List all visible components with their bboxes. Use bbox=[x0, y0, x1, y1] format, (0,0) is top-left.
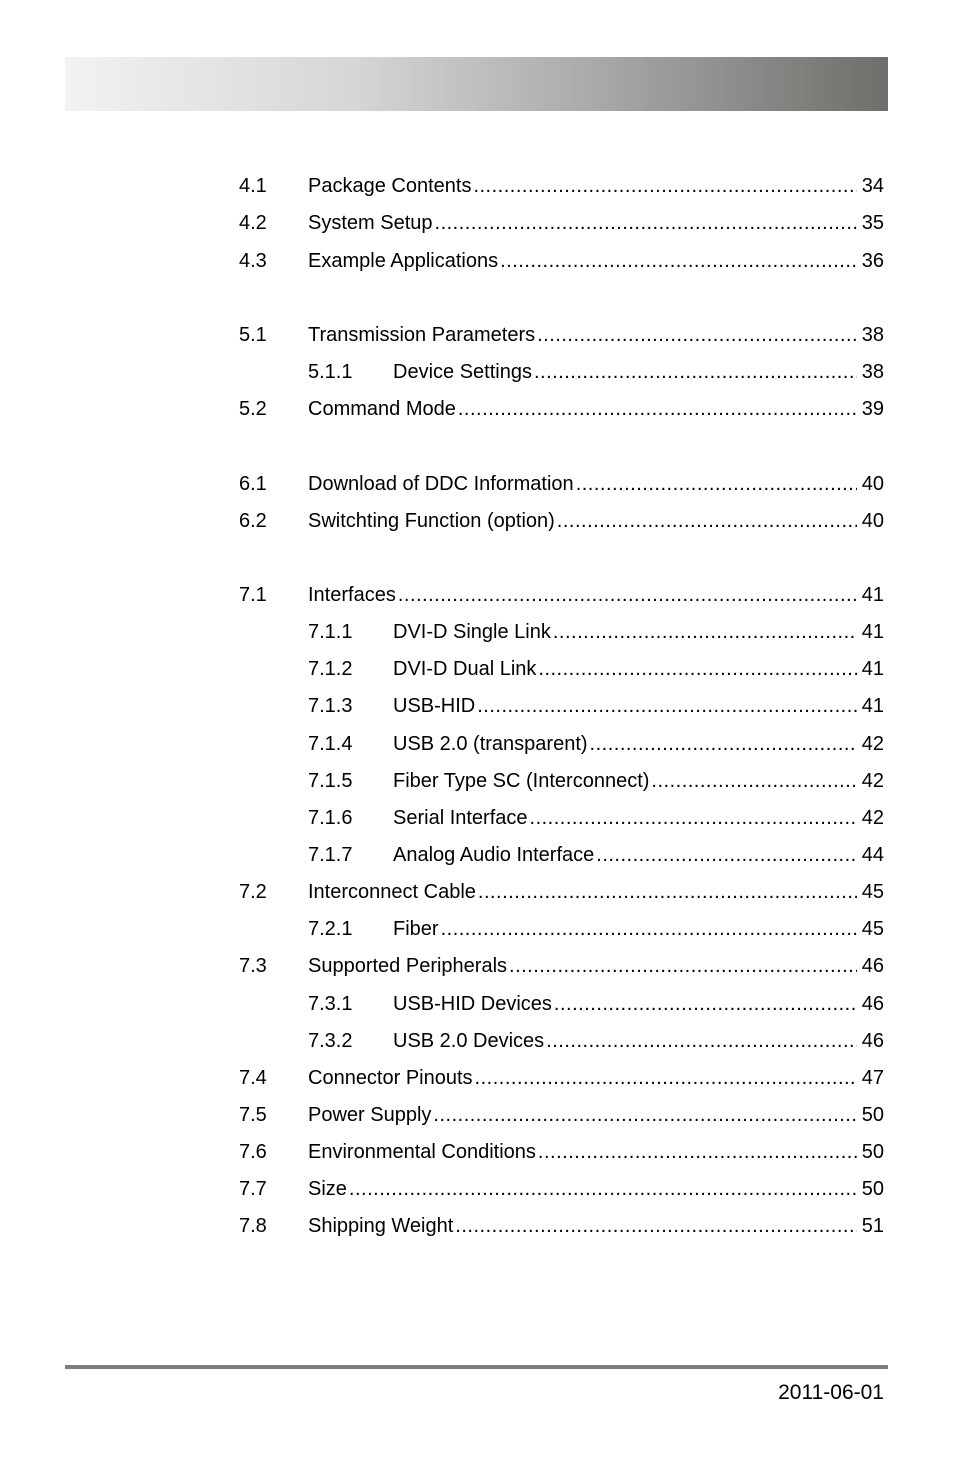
toc-entry-page-number: 45 bbox=[861, 918, 884, 940]
toc-entry-title: Fiber bbox=[393, 918, 439, 940]
toc-entry-number: 6.2 bbox=[239, 510, 267, 532]
toc-entry-number: 4.1 bbox=[239, 175, 267, 197]
toc-entry-line bbox=[393, 990, 884, 1018]
toc-entry-number: 7.1.6 bbox=[308, 807, 353, 829]
toc-entry-number: 5.1.1 bbox=[308, 361, 353, 383]
dot-leader bbox=[553, 618, 857, 646]
toc-entry-line bbox=[308, 1212, 884, 1240]
dot-leader bbox=[349, 1175, 857, 1203]
dot-leader bbox=[477, 692, 857, 720]
toc-entry[interactable] bbox=[0, 692, 954, 720]
toc-entry-number: 4.2 bbox=[239, 212, 267, 234]
toc-entry-number: 7.7 bbox=[239, 1178, 267, 1200]
toc-entry-line bbox=[308, 1064, 884, 1092]
toc-entry[interactable] bbox=[0, 247, 954, 275]
toc-entry-page-number: 50 bbox=[861, 1104, 884, 1126]
toc-entry-line bbox=[308, 507, 884, 535]
toc-entry[interactable] bbox=[0, 1064, 954, 1092]
dot-leader bbox=[530, 804, 857, 832]
toc-entry-number: 5.1 bbox=[239, 324, 267, 346]
toc-entry-title: Transmission Parameters bbox=[308, 324, 536, 346]
toc-entry-page-number: 47 bbox=[861, 1067, 884, 1089]
toc-entry-line bbox=[393, 358, 884, 386]
toc-entry-line bbox=[308, 395, 884, 423]
toc-entry-number: 7.5 bbox=[239, 1104, 267, 1126]
toc-entry[interactable] bbox=[0, 1212, 954, 1240]
toc-entry[interactable] bbox=[0, 804, 954, 832]
toc-entry-page-number: 41 bbox=[861, 658, 884, 680]
toc-entry[interactable] bbox=[0, 915, 954, 943]
toc-entry-title: Environmental Conditions bbox=[308, 1141, 536, 1163]
header-gradient-bar bbox=[65, 57, 888, 111]
toc-entry-page-number: 35 bbox=[861, 212, 884, 234]
toc-entry-number: 7.1 bbox=[239, 584, 267, 606]
toc-entry-title: Analog Audio Interface bbox=[393, 844, 595, 866]
toc-entry-number: 7.4 bbox=[239, 1067, 267, 1089]
toc-entry[interactable] bbox=[0, 990, 954, 1018]
toc-entry-line bbox=[308, 1101, 884, 1129]
dot-leader bbox=[433, 1101, 857, 1129]
toc-entry-title: Power Supply bbox=[308, 1104, 432, 1126]
toc-entry-title: Package Contents bbox=[308, 175, 472, 197]
toc-entry-number: 7.1.7 bbox=[308, 844, 353, 866]
dot-leader bbox=[537, 321, 857, 349]
dot-leader bbox=[475, 1064, 857, 1092]
toc-entry-page-number: 41 bbox=[861, 584, 884, 606]
toc-entry-line bbox=[393, 841, 884, 869]
toc-entry-page-number: 46 bbox=[861, 993, 884, 1015]
toc-entry-line bbox=[308, 1175, 884, 1203]
toc-entry-title: Supported Peripherals bbox=[308, 955, 508, 977]
dot-leader bbox=[478, 878, 857, 906]
toc-entry-page-number: 42 bbox=[861, 733, 884, 755]
toc-entry-page-number: 46 bbox=[861, 955, 884, 977]
dot-leader bbox=[509, 952, 857, 980]
toc-entry-title: DVI-D Dual Link bbox=[393, 658, 537, 680]
toc-entry-number: 7.1.2 bbox=[308, 658, 353, 680]
toc-entry[interactable] bbox=[0, 581, 954, 609]
toc-entry-page-number: 40 bbox=[861, 510, 884, 532]
toc-entry-line bbox=[308, 952, 884, 980]
dot-leader bbox=[441, 915, 857, 943]
toc-entry[interactable] bbox=[0, 1138, 954, 1166]
toc-entry-page-number: 39 bbox=[861, 398, 884, 420]
toc-entry-line bbox=[393, 618, 884, 646]
toc-entry-line bbox=[393, 692, 884, 720]
toc-entry-line bbox=[393, 730, 884, 758]
toc-entry-page-number: 38 bbox=[861, 324, 884, 346]
toc-entry[interactable] bbox=[0, 730, 954, 758]
toc-entry-title: Device Settings bbox=[393, 361, 532, 383]
toc-entry[interactable] bbox=[0, 358, 954, 386]
toc-entry-title: Interconnect Cable bbox=[308, 881, 476, 903]
toc-entry-number: 7.1.3 bbox=[308, 695, 353, 717]
toc-entry-title: USB 2.0 Devices bbox=[393, 1030, 545, 1052]
toc-entry[interactable] bbox=[0, 952, 954, 980]
toc-entry-number: 6.1 bbox=[239, 473, 267, 495]
toc-entry-title: USB-HID Devices bbox=[393, 993, 552, 1015]
toc-entry[interactable] bbox=[0, 618, 954, 646]
toc-entry-number: 7.3.2 bbox=[308, 1030, 353, 1052]
toc-entry-title: Fiber Type SC (Interconnect) bbox=[393, 770, 650, 792]
toc-entry-page-number: 41 bbox=[861, 621, 884, 643]
dot-leader bbox=[557, 507, 857, 535]
toc-entry-title: USB-HID bbox=[393, 695, 476, 717]
toc-entry-number: 7.1.5 bbox=[308, 770, 353, 792]
dot-leader bbox=[538, 655, 857, 683]
dot-leader bbox=[538, 1138, 857, 1166]
toc-entry-number: 7.3.1 bbox=[308, 993, 353, 1015]
toc-entry[interactable] bbox=[0, 767, 954, 795]
dot-leader bbox=[554, 990, 857, 1018]
toc-entry[interactable] bbox=[0, 470, 954, 498]
toc-entry[interactable] bbox=[0, 395, 954, 423]
toc-entry-line bbox=[308, 321, 884, 349]
toc-entry-line bbox=[393, 915, 884, 943]
toc-entry[interactable] bbox=[0, 321, 954, 349]
toc-entry-page-number: 46 bbox=[861, 1030, 884, 1052]
toc-entry[interactable] bbox=[0, 1175, 954, 1203]
dot-leader bbox=[455, 1212, 857, 1240]
toc-entry-line bbox=[393, 655, 884, 683]
toc-entry-number: 7.6 bbox=[239, 1141, 267, 1163]
toc-entry-title: Switchting Function (option) bbox=[308, 510, 555, 532]
toc-entry-line bbox=[393, 804, 884, 832]
toc-entry-line bbox=[308, 470, 884, 498]
toc-entry-number: 7.1.4 bbox=[308, 733, 353, 755]
toc-entry-page-number: 41 bbox=[861, 695, 884, 717]
toc-entry-line bbox=[308, 581, 884, 609]
toc-entry-page-number: 36 bbox=[861, 250, 884, 272]
toc-entry-title: Example Applications bbox=[308, 250, 499, 272]
toc-entry-number: 7.3 bbox=[239, 955, 267, 977]
toc-entry[interactable] bbox=[0, 1027, 954, 1055]
toc-entry[interactable] bbox=[0, 1101, 954, 1129]
footer-divider bbox=[65, 1365, 888, 1369]
toc-entry-title: Download of DDC Information bbox=[308, 473, 574, 495]
toc-entry-number: 7.1.1 bbox=[308, 621, 353, 643]
dot-leader bbox=[596, 841, 857, 869]
toc-entry-page-number: 50 bbox=[861, 1178, 884, 1200]
toc-entry-line bbox=[308, 247, 884, 275]
toc-entry-page-number: 42 bbox=[861, 807, 884, 829]
toc-entry-line bbox=[308, 878, 884, 906]
toc-entry-page-number: 42 bbox=[861, 770, 884, 792]
toc-entry-number: 4.3 bbox=[239, 250, 267, 272]
toc-entry-number: 5.2 bbox=[239, 398, 267, 420]
toc-entry[interactable] bbox=[0, 655, 954, 683]
toc-entry-number: 7.2.1 bbox=[308, 918, 353, 940]
toc-entry-title: Size bbox=[308, 1178, 347, 1200]
toc-entry-number: 7.2 bbox=[239, 881, 267, 903]
toc-entry-line bbox=[308, 1138, 884, 1166]
dot-leader bbox=[398, 581, 857, 609]
dot-leader bbox=[651, 767, 857, 795]
dot-leader bbox=[500, 247, 857, 275]
toc-entry-page-number: 50 bbox=[861, 1141, 884, 1163]
toc-entry-line bbox=[308, 209, 884, 237]
toc-entry-line bbox=[393, 767, 884, 795]
dot-leader bbox=[458, 395, 857, 423]
toc-entry-page-number: 40 bbox=[861, 473, 884, 495]
toc-entry[interactable] bbox=[0, 172, 954, 200]
toc-entry-title: Serial Interface bbox=[393, 807, 528, 829]
toc-entry[interactable] bbox=[0, 841, 954, 869]
toc-entry-page-number: 38 bbox=[861, 361, 884, 383]
toc-entry[interactable] bbox=[0, 507, 954, 535]
toc-entry-title: USB 2.0 (transparent) bbox=[393, 733, 588, 755]
toc-entry-page-number: 44 bbox=[861, 844, 884, 866]
toc-entry-title: Command Mode bbox=[308, 398, 456, 420]
dot-leader bbox=[576, 470, 857, 498]
toc-entry-title: DVI-D Single Link bbox=[393, 621, 551, 643]
toc-entry-number: 7.8 bbox=[239, 1215, 267, 1237]
dot-leader bbox=[435, 209, 857, 237]
toc-entry[interactable] bbox=[0, 878, 954, 906]
dot-leader bbox=[590, 730, 857, 758]
toc-entry-line bbox=[393, 1027, 884, 1055]
toc-entry[interactable] bbox=[0, 209, 954, 237]
toc-entry-title: Interfaces bbox=[308, 584, 396, 606]
toc-entry-title: Connector Pinouts bbox=[308, 1067, 473, 1089]
dot-leader bbox=[546, 1027, 857, 1055]
toc-entry-title: Shipping Weight bbox=[308, 1215, 454, 1237]
toc-entry-line bbox=[308, 172, 884, 200]
dot-leader bbox=[473, 172, 857, 200]
dot-leader bbox=[534, 358, 857, 386]
toc-entry-title: System Setup bbox=[308, 212, 433, 234]
toc-entry-page-number: 51 bbox=[861, 1215, 884, 1237]
toc-entry-page-number: 34 bbox=[861, 175, 884, 197]
footer-date: 2011-06-01 bbox=[778, 1381, 884, 1404]
toc-entry-page-number: 45 bbox=[861, 881, 884, 903]
